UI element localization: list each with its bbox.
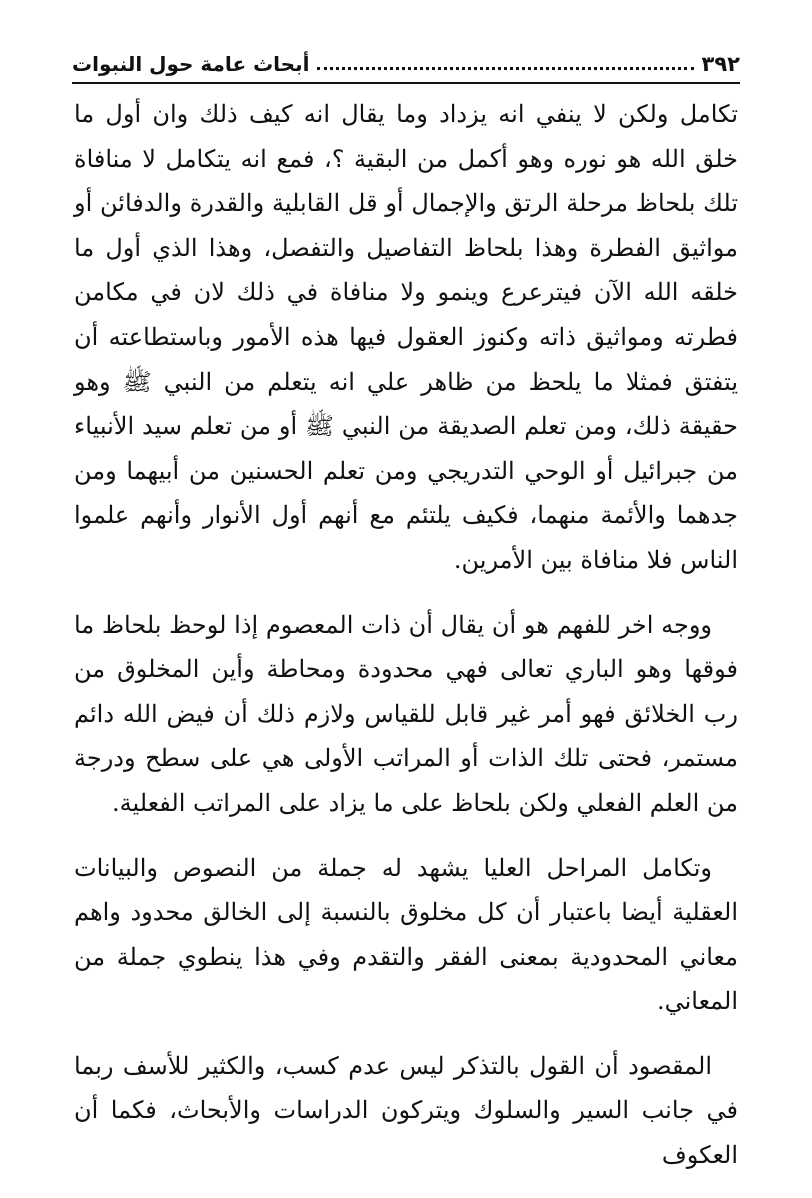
paragraph-4: المقصود أن القول بالتذكر ليس عدم كسب، والكثير للأسف ربما في جانب السير والسلوك ويتركون الدراسات والأبحاث، فكما أن العكوف: [74, 1051, 738, 1170]
page-number: ٣٩٢: [701, 52, 740, 76]
paragraph-2: ووجه اخر للفهم هو أن يقال أن ذات المعصوم إذا لوحظ بلحاظ ما فوقها وهو الباري تعالى فهي محدودة ومحاطة وأين المخلوق من رب الخلائق فهو أمر غير قابل للقياس ولازم ذلك أن فيض الله دائم مستمر، فحتى تلك الذات أو المراتب الأولى هي على سطح ودرجة من العلم الفعلي ولكن بلحاظ على ما يزاد على المراتب الفعلية.: [74, 610, 738, 817]
paragraph-1: تكامل ولكن لا ينفي انه يزداد وما يقال انه كيف ذلك وان أول ما خلق الله هو نوره وهو أكمل من البقية ؟، فمع انه يتكامل لا منافاة تلك بلحاظ مرحلة الرتق والإجمال أو قل القابلية والقدرة والدفائن أو مواثيق الفطرة وهذا بلحاظ التفاصيل والتفصل، وهذا الذي أول ما خلقه الله الآن فيترعرع وينمو ولا منافاة في ذلك لان في مكامن فطرته ومواثيق ذاته وكنوز العقول فيها هذه الأمور وباستطاعته أن يتفتق فمثلا ما يلحظ من ظاهر علي انه يتعلم من النبي ﷺ وهو حقيقة ذلك، ومن تعلم الصديقة من النبي ﷺ أو من تعلم سيد الأنبياء من جبرائيل أو الوحي التدريجي ومن تعلم الحسنين من أبيهما ومن جدهما والأئمة منهما، فكيف يلتئم مع أنهم أول الأنوار وأنهم علموا الناس فلا منافاة بين الأمرين.: [74, 100, 738, 574]
paragraph-3: وتكامل المراحل العليا يشهد له جملة من النصوص والبيانات العقلية أيضا باعتبار أن كل مخلوق بالنسبة إلى الخالق محدود واهم معاني المحدودية بمعنى الفقر والتقدم وفي هذا ينطوي جملة من المعاني.: [74, 853, 738, 1016]
page-body: [74, 92, 738, 1198]
page-header: [72, 40, 740, 84]
running-title: أبحاث عامة حول النبوات: [72, 52, 310, 76]
dotted-leader: [317, 67, 693, 70]
